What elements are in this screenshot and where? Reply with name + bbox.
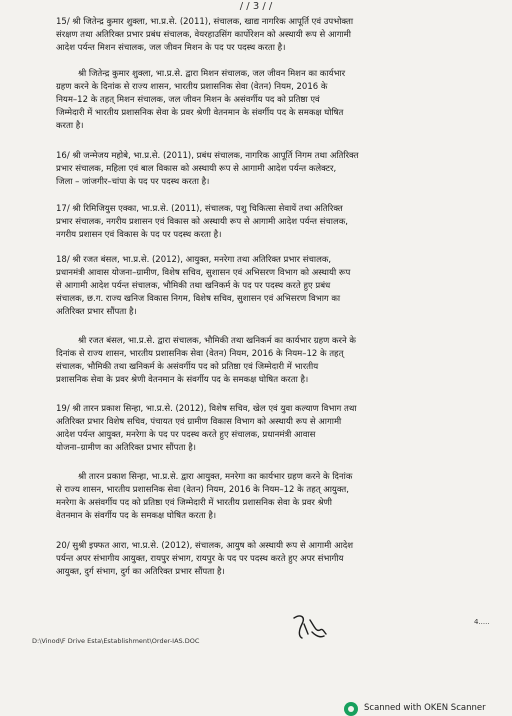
text-line: संचालक, भौमिकी तथा खनिकर्म के असंवर्गीय पद को प्रतिष्ठा एवं जिम्मेदारी में भारतीय [56,362,319,373]
text-line: प्रभार संचालक, महिला एवं बाल विकास को अस्थायी रूप से आगामी आदेश पर्यन्त कलेक्टर, [56,164,337,175]
text-line: अतिरिक्त प्रभार सौंपता है। [56,307,137,318]
paragraph-20 [56,540,502,579]
text-line: पर्यन्त अपर संभागीय आयुक्त, रायपुर संभाग, रायपुर के पद पर पदस्थ करते हुए अपर संभागीय [56,554,344,565]
scanner-text: Scanned with OKEN Scanner [364,703,486,713]
text-line: प्रशासनिक सेवा के प्रवर श्रेणी वेतनमान के संवर्गीय पद के समकक्ष घोषित करता है। [56,375,309,386]
paragraph-15-equivalence [56,68,502,133]
text-line: दिनांक से राज्य शासन, भारतीय प्रशासनिक सेवा (वेतन) नियम, 2016 के नियम–12 के तहत् [56,349,344,360]
text-line: श्री तारन प्रकाश सिन्हा, भा.प्र.से. द्वारा आयुक्त, मनरेगा का कार्यभार ग्रहण करने के दिनांक [78,472,353,482]
text-line: योजना–ग्रामीण का अतिरिक्त प्रभार सौंपता है। [56,443,196,454]
signature-image [290,610,330,644]
text-line: जिम्मेदारी में भारतीय प्रशासनिक सेवा के प्रवर श्रेणी वेतनमान के संवर्गीय पद के समकक्ष घोषित [56,108,344,119]
file-path: D:\Vinod\F Drive Esta\Establishment\Order-IAS.DOC [32,637,200,645]
text-line: से आगामी आदेश पर्यन्त संचालक, भौमिकी तथा खनिकर्म के पद पर पदस्थ करते हुए प्रबंध [56,281,331,292]
text-line: 18/ श्री रजत बंसल, भा.प्र.से. (2012), आयुक्त, मनरेगा तथा अतिरिक्त प्रभार संचालक, [56,255,332,265]
continuation-marker: 4..... [474,618,490,626]
text-line: जिला – जांजगीर–चांपा के पद पर पदस्थ करता है। [56,177,210,188]
text-line: करता है। [56,121,84,132]
text-line: 20/ सुश्री इफ्फत आरा, भा.प्र.से. (2012), संचालक, आयुष को अस्थायी रूप से आगामी आदेश [56,541,354,551]
text-line: प्रधानमंत्री आवास योजना–ग्रामीण, विशेष सचिव, सुशासन एवं अभिसरण विभाग को अस्थायी रूप [56,268,351,279]
paragraph-15 [56,16,502,55]
scanner-logo-icon [344,702,358,716]
paragraph-19-equivalence [56,471,502,523]
text-line: 15/ श्री जितेन्द्र कुमार शुक्ला, भा.प्र.से. (2011), संचालक, खाद्य नागरिक आपूर्ति एवं उपभोक्ता [56,17,354,27]
text-line: से राज्य शासन, भारतीय प्रशासनिक सेवा (वेतन) नियम, 2016 के नियम–12 के तहत् आयुक्त, [56,485,349,496]
page-number: / / 3 / / [239,1,273,12]
text-line: ग्रहण करने के दिनांक से राज्य शासन, भारतीय प्रशासनिक सेवा (वेतन) नियम, 2016 के [56,82,328,93]
text-line: 19/ श्री तारन प्रकाश सिन्हा, भा.प्र.से. (2012), विशेष सचिव, खेल एवं युवा कल्याण विभाग तथा [56,404,357,414]
paragraph-18-equivalence [56,335,502,387]
text-line: आदेश पर्यन्त मिशन संचालक, जल जीवन मिशन के पद पर पदस्थ करता है। [56,43,286,54]
text-line: संचालक, छ.ग. राज्य खनिज विकास निगम, विशेष सचिव, सुशासन एवं अभिसरण विभाग का [56,294,341,305]
text-line: अतिरिक्त प्रभार विशेष सचिव, पंचायत एवं ग्रामीण विकास विभाग को अस्थायी रूप से आगामी [56,417,342,428]
text-line: नियम–12 के तहत् मिशन संचालक, जल जीवन मिशन के असंवर्गीय पद को प्रतिष्ठा एवं [56,95,320,106]
text-line: आदेश पर्यन्त आयुक्त, मनरेगा के पद पर पदस्थ करते हुए संचालक, प्रधानमंत्री आवास [56,430,316,441]
text-line: श्री जितेन्द्र कुमार शुक्ला, भा.प्र.से. द्वारा मिशन संचालक, जल जीवन मिशन का कार्यभार [78,69,346,79]
paragraph-17 [56,203,502,242]
text-line: संरक्षण तथा अतिरिक्त प्रभार प्रबंध संचालक, वेयरहाउसिंग कार्पोरेशन को अस्थायी रूप से आगामी [56,30,351,41]
text-line: प्रभार संचालक, नगरीय प्रशासन एवं विकास को अस्थायी रूप से आगामी आदेश पर्यन्त संचालक, [56,217,348,228]
text-line: नगरीय प्रशासन एवं विकास के पद पर पदस्थ करता है। [56,230,222,241]
paragraph-19 [56,403,502,455]
text-line: श्री रजत बंसल, भा.प्र.से. द्वारा संचालक, भौमिकी तथा खनिकर्म का कार्यभार ग्रहण करने के [78,336,356,346]
text-line: 17/ श्री रिमिजियुस एक्का, भा.प्र.से. (2011), संचालक, पशु चिकित्सा सेवायें तथा अतिरिक्त [56,204,343,214]
text-line: 16/ श्री जन्मेजय महोबे, भा.प्र.से. (2011), प्रबंध संचालक, नागरिक आपूर्ति निगम तथा अतिरिक्त [56,151,359,161]
text-line: मनरेगा के असंवर्गीय पद को प्रतिष्ठा एवं जिम्मेदारी में भारतीय प्रशासनिक सेवा के प्रवर श्रेणी [56,498,332,509]
paragraph-18 [56,254,502,319]
text-line: वेतनमान के संवर्गीय पद के समकक्ष घोषित करता है। [56,511,217,522]
text-line: आयुक्त, दुर्ग संभाग, दुर्ग का अतिरिक्त प्रभार सौंपता है। [56,567,225,578]
scanner-watermark [340,699,512,715]
paragraph-16 [56,150,502,189]
